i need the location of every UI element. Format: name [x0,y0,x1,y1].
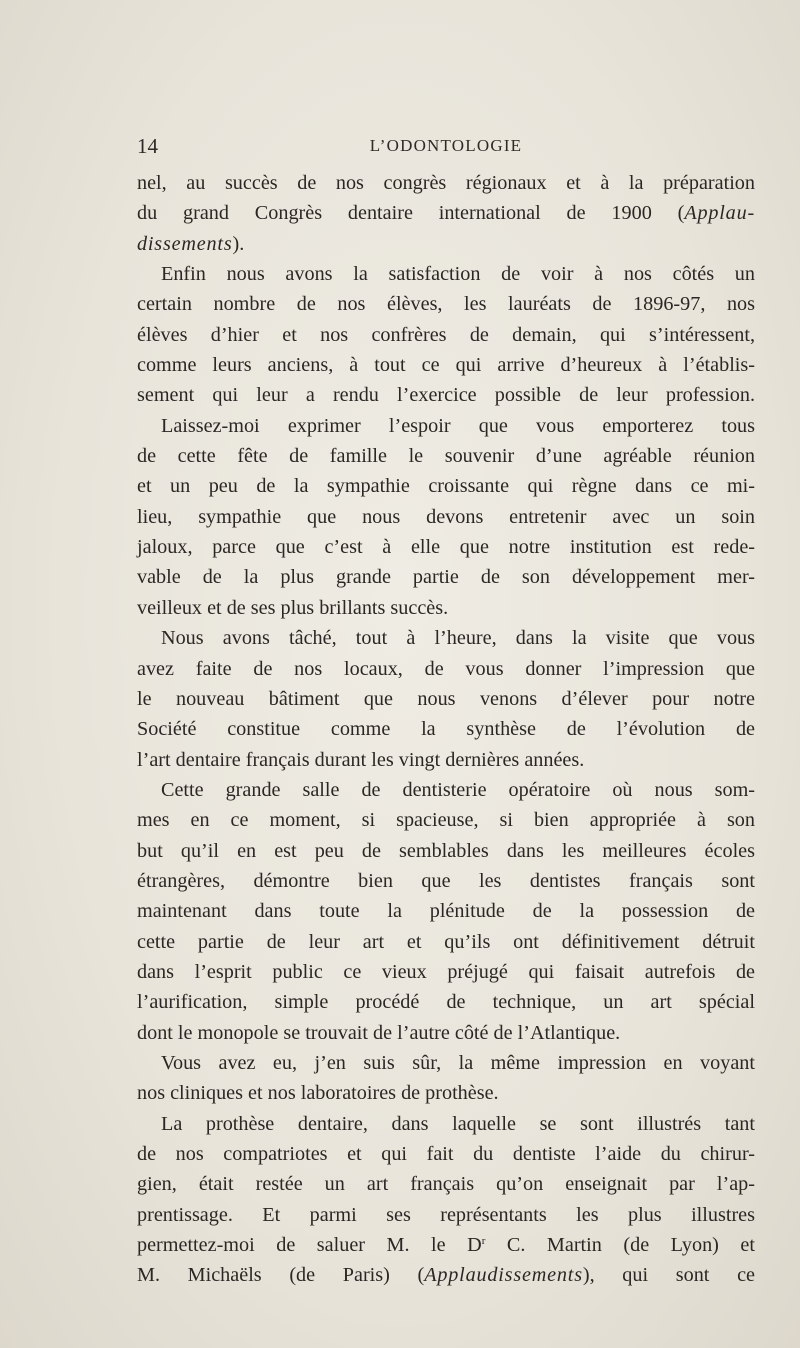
text-line [137,229,755,259]
text-line [137,1260,755,1290]
running-head [137,134,755,160]
italic-text: Applau- [684,202,755,225]
text-line: l’aurification, simple procédé de technique, un art spécial [137,991,755,1014]
italic-text: dissements [137,232,233,255]
journal-title: L’ODONTOLOGIE [369,136,523,155]
text-span: M. Michaëls (de Paris) ( [137,1264,425,1287]
text-line: Cette grande salle de dentisterie opératoire où nous som- [161,778,755,801]
text-line [137,198,755,228]
text-line: mes en ce moment, si spacieuse, si bien appropriée à son [137,809,755,832]
text-span: ), qui sont ce [582,1264,756,1287]
text-line: Enfin nous avons la satisfaction de voir à nos côtés un [161,263,755,286]
text-line: maintenant dans toute la plénitude de la possession de [137,900,755,923]
text-span: C. Martin (de Lyon) et [485,1234,755,1257]
text-line: étrangères, démontre bien que les dentistes français sont [137,869,755,892]
text-line: lieu, sympathie que nous devons entretenir avec un soin [137,505,755,528]
body-text [137,168,755,1291]
text-line: comme leurs anciens, à tout ce qui arrive d’heureux à l’établis- [137,354,755,377]
text-line: gien, était restée un art français qu’on enseignait par l’ap- [137,1173,755,1196]
text-line: prentissage. Et parmi ses représentants les plus illustres [137,1203,755,1226]
text-line: but qu’il en est peu de semblables dans les meilleures écoles [137,839,755,862]
text-line: de cette fête de famille le souvenir d’une agréable réunion [137,445,755,468]
text-span: permettez-moi de saluer M. le D [137,1234,482,1257]
text-line: cette partie de leur art et qu’ils ont définitivement détruit [137,930,755,953]
text-line: dont le monopole se trouvait de l’autre côté de l’Atlantique. [137,1021,621,1044]
text-line: Nous avons tâché, tout à l’heure, dans la visite que vous [161,627,755,650]
text-line: avez faite de nos locaux, de vous donner l’impression que [137,657,755,680]
italic-text: Applaudissements [424,1264,583,1287]
text-line: certain nombre de nos élèves, les lauréats de 1896-97, nos [137,293,755,316]
text-line: veilleux et de ses plus brillants succès. [137,596,449,619]
text-line: dans l’esprit public ce vieux préjugé qui faisait autrefois de [137,960,755,983]
superscript: r [481,1235,486,1248]
text-line: de nos compatriotes et qui fait du dentiste l’aide du chirur- [137,1143,755,1165]
text-line: nel, au succès de nos congrès régionaux et à la préparation [137,172,755,194]
text-line: l’art dentaire français durant les vingt dernières années. [137,748,585,771]
text-line: et un peu de la sympathie croissante qui règne dans ce mi- [137,475,755,498]
text-line: le nouveau bâtiment que nous venons d’élever pour notre [137,687,755,710]
text-line: élèves d’hier et nos confrères de demain, qui s’intéressent, [137,323,755,346]
text-span: du grand Congrès dentaire international de 1900 ( [137,202,685,225]
text-line: sement qui leur a rendu l’exercice possible de leur profession. [137,384,755,407]
text-line: vable de la plus grande partie de son développement mer- [137,566,755,589]
text-line [137,1230,755,1260]
text-line: La prothèse dentaire, dans laquelle se sont illustrés tant [161,1112,755,1135]
text-line: Société constitue comme la synthèse de l’évolution de [137,718,755,741]
page-number: 14 [137,134,158,158]
text-line: Vous avez eu, j’en suis sûr, la même impression en voyant [161,1051,755,1074]
text-line: jaloux, parce que c’est à elle que notre institution est rede- [137,536,755,559]
text-line: nos cliniques et nos laboratoires de prothèse. [137,1082,499,1105]
text-line: Laissez-moi exprimer l’espoir que vous emporterez tous [161,414,755,437]
text-span: ). [232,232,245,255]
